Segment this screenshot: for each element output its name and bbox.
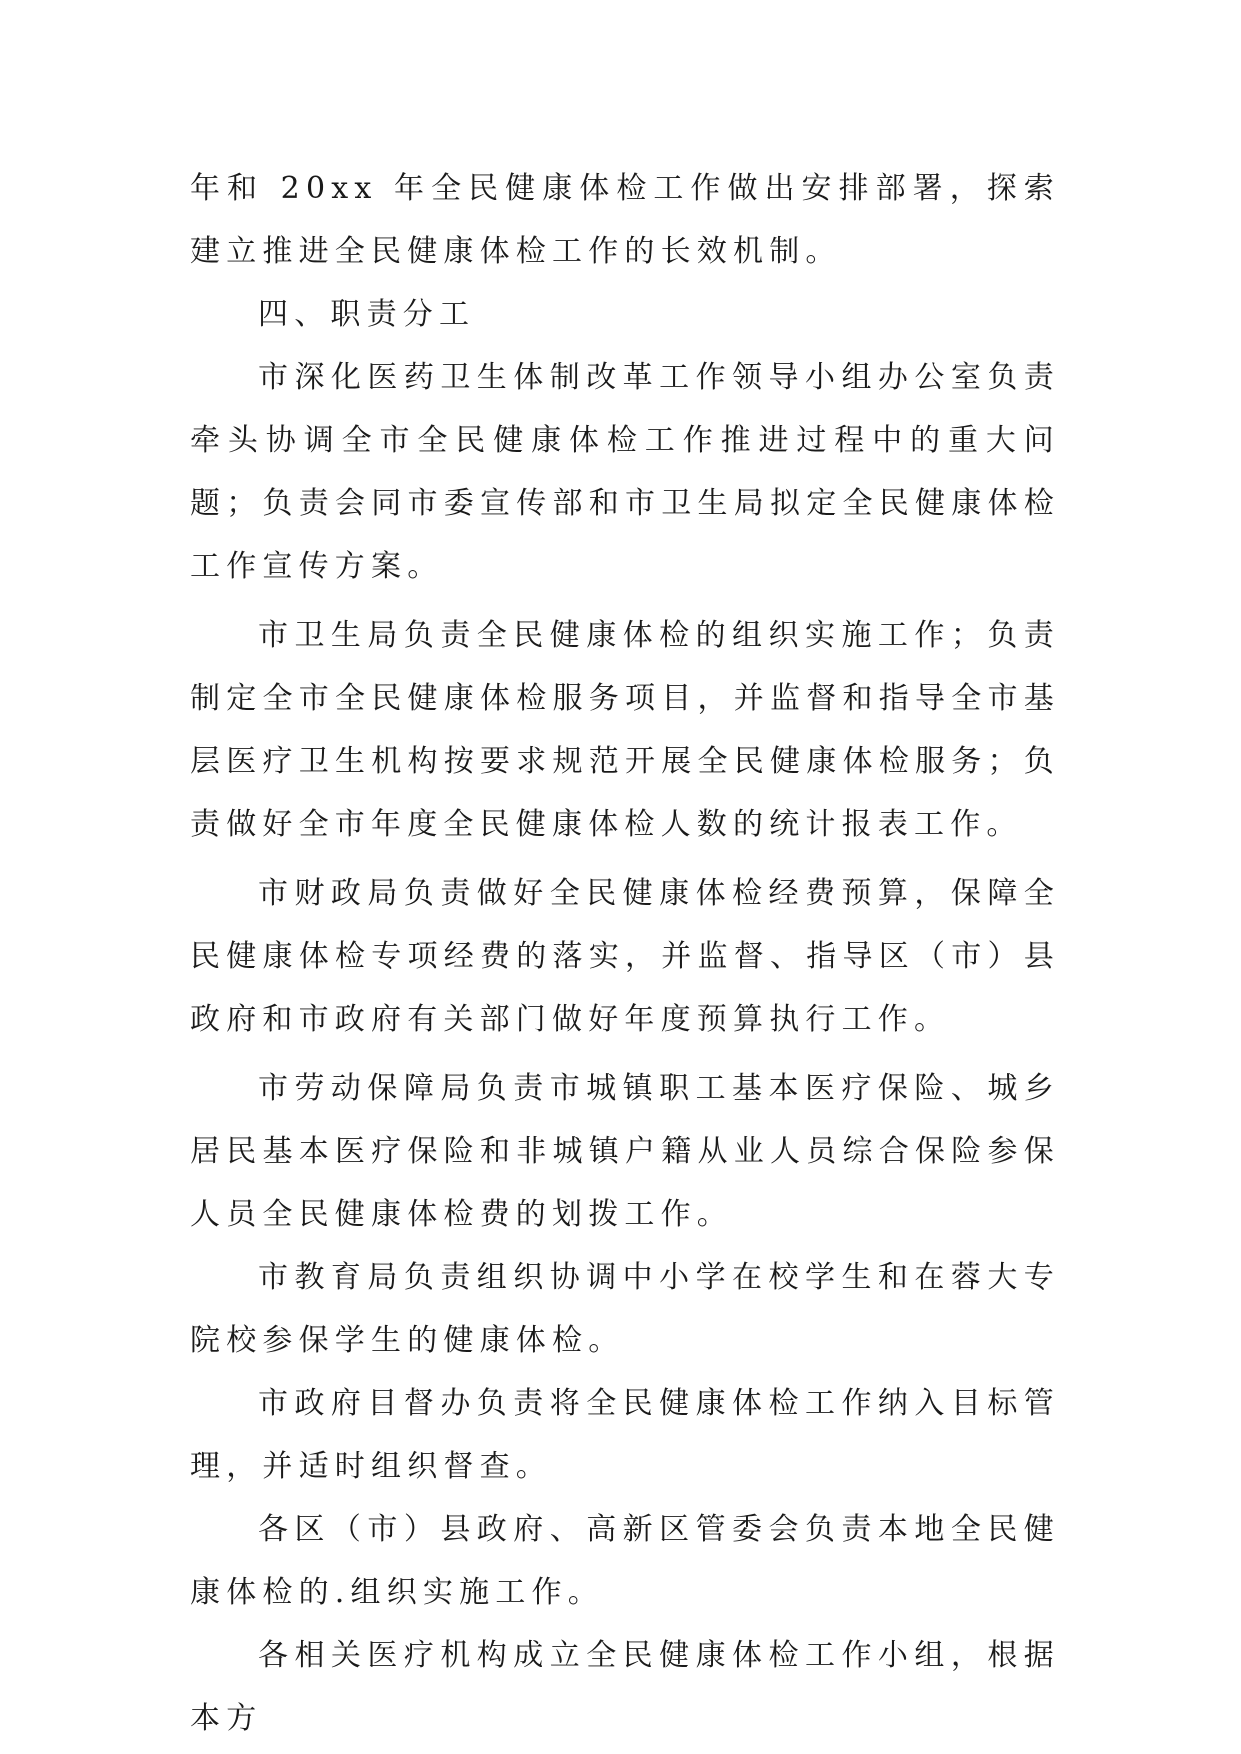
paragraph-district-governments: 各区（市）县政府、高新区管委会负责本地全民健康体检的.组织实施工作。 [190,1512,1060,1610]
paragraph-finance-bureau: 市财政局负责做好全民健康体检经费预算，保障全民健康体检专项经费的落实，并监督、指导区（市）县政府和市政府有关部门做好年度预算执行工作。 [190,876,1060,1037]
paragraph-reform-office: 市深化医药卫生体制改革工作领导小组办公室负责牵头协调全市全民健康体检工作推进过程中的重大问题；负责会同市委宣传部和市卫生局拟定全民健康体检工作宣传方案。 [190,360,1060,584]
paragraph-supervision-office: 市政府目督办负责将全民健康体检工作纳入目标管理，并适时组织督查。 [190,1386,1060,1484]
paragraph-health-bureau: 市卫生局负责全民健康体检的组织实施工作；负责制定全市全民健康体检服务项目，并监督和指导全市基层医疗卫生机构按要求规范开展全民健康体检服务；负责做好全市年度全民健康体检人数的统计报表工作。 [190,618,1060,842]
section-heading: 四、职责分工 [258,297,476,332]
paragraph-labor-bureau: 市劳动保障局负责市城镇职工基本医疗保险、城乡居民基本医疗保险和非城镇户籍从业人员综合保险参保人员全民健康体检费的划拨工作。 [190,1071,1060,1232]
paragraph-continuation: 年和 20xx 年全民健康体检工作做出安排部署，探索建立推进全民健康体检工作的长效机制。 [190,171,1060,269]
paragraph-education-bureau: 市教育局负责组织协调中小学在校学生和在蓉大专院校参保学生的健康体检。 [190,1260,1060,1358]
paragraph-medical-institutions: 各相关医疗机构成立全民健康体检工作小组，根据本方 [190,1638,1060,1736]
document-body [190,157,1060,1750]
